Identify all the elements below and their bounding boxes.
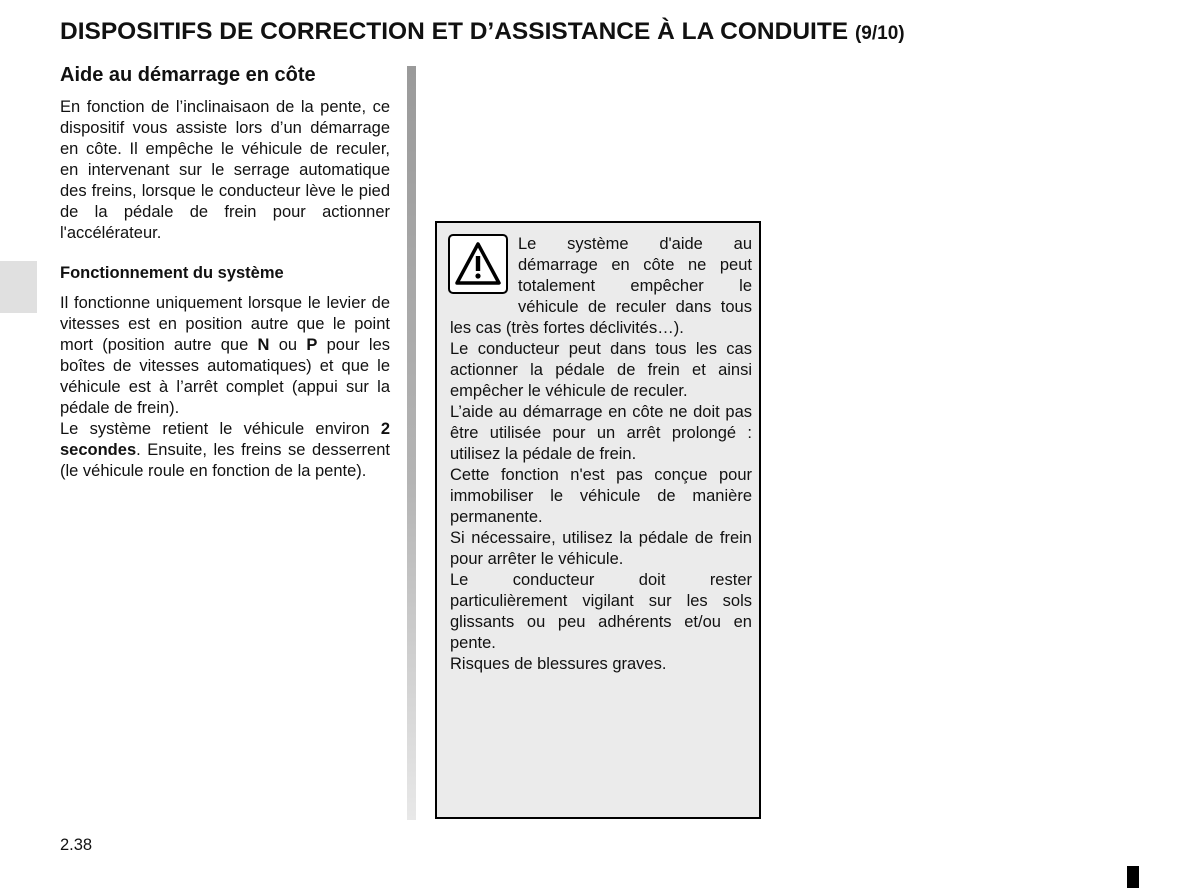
warning-paragraph: Cette fonction n'est pas conçue pour immobiliser le véhicule de manière permanente. <box>450 466 752 526</box>
column-divider <box>407 66 416 820</box>
page-corner-mark <box>1127 866 1139 888</box>
page-number: 2.38 <box>60 836 93 854</box>
operation-paragraph-1 <box>60 293 390 419</box>
warning-paragraph: Le système d'aide au démarrage en côte ne peut totalement empêcher le véhicule de reculer dans tous les cas (très fortes déclivités…). <box>450 235 752 337</box>
operation-paragraph-2 <box>60 419 390 482</box>
operation-text-5: . Ensuite, les freins se desserrent (le véhicule roule en fonction de la pente). <box>60 441 390 480</box>
warning-box <box>435 221 761 819</box>
warning-text <box>450 234 752 675</box>
subheading-operation: Fonctionnement du système <box>60 264 284 282</box>
warning-paragraph: Le conducteur peut dans tous les cas actionner la pédale de frein et ainsi empêcher le véhicule de reculer. <box>450 340 752 400</box>
operation-text-4: Le système retient le véhicule environ <box>60 420 381 438</box>
operation-text-1: Il fonctionne uniquement lorsque le levier de vitesses est en position autre que le point mort (position autre que <box>60 294 390 354</box>
gear-n-label: N <box>257 336 270 354</box>
page-part-indicator: (9/10) <box>854 23 905 44</box>
page-title <box>60 18 905 46</box>
warning-paragraph: Risques de blessures graves. <box>450 655 667 673</box>
intro-paragraph: En fonction de l’inclinaisaon de la pente, ce dispositif vous assiste lors d’un démarrage en côte. Il empêche le véhicule de reculer, en intervenant sur le serrage automatique des freins, lorsque le conducteur lève le pied de la pédale de frein pour actionner l'accélérateur. <box>60 98 390 242</box>
operation-text-3: pour les boîtes de vitesses automatiques) et que le véhicule est à l’arrêt complet (appui sur la pédale de frein). <box>60 336 390 417</box>
left-column <box>60 62 390 482</box>
warning-paragraph: Le conducteur doit rester particulièrement vigilant sur les sols glissants ou peu adhérents et/ou en pente. <box>450 571 752 652</box>
section-title: Aide au démarrage en côte <box>60 64 316 86</box>
icon-spacer <box>450 234 518 318</box>
page-title-text: DISPOSITIFS DE CORRECTION ET D’ASSISTANCE À LA CONDUITE <box>60 18 849 45</box>
gear-p-label: P <box>306 336 318 354</box>
operation-text-2: ou <box>269 336 307 354</box>
warning-paragraph: L’aide au démarrage en côte ne doit pas être utilisée pour un arrêt prolongé : utilisez la pédale de frein. <box>450 403 752 463</box>
warning-paragraph: Si nécessaire, utilisez la pédale de frein pour arrêter le véhicule. <box>450 529 752 568</box>
duration-label: 2 secondes <box>60 420 390 459</box>
chapter-tab-marker <box>0 261 37 313</box>
